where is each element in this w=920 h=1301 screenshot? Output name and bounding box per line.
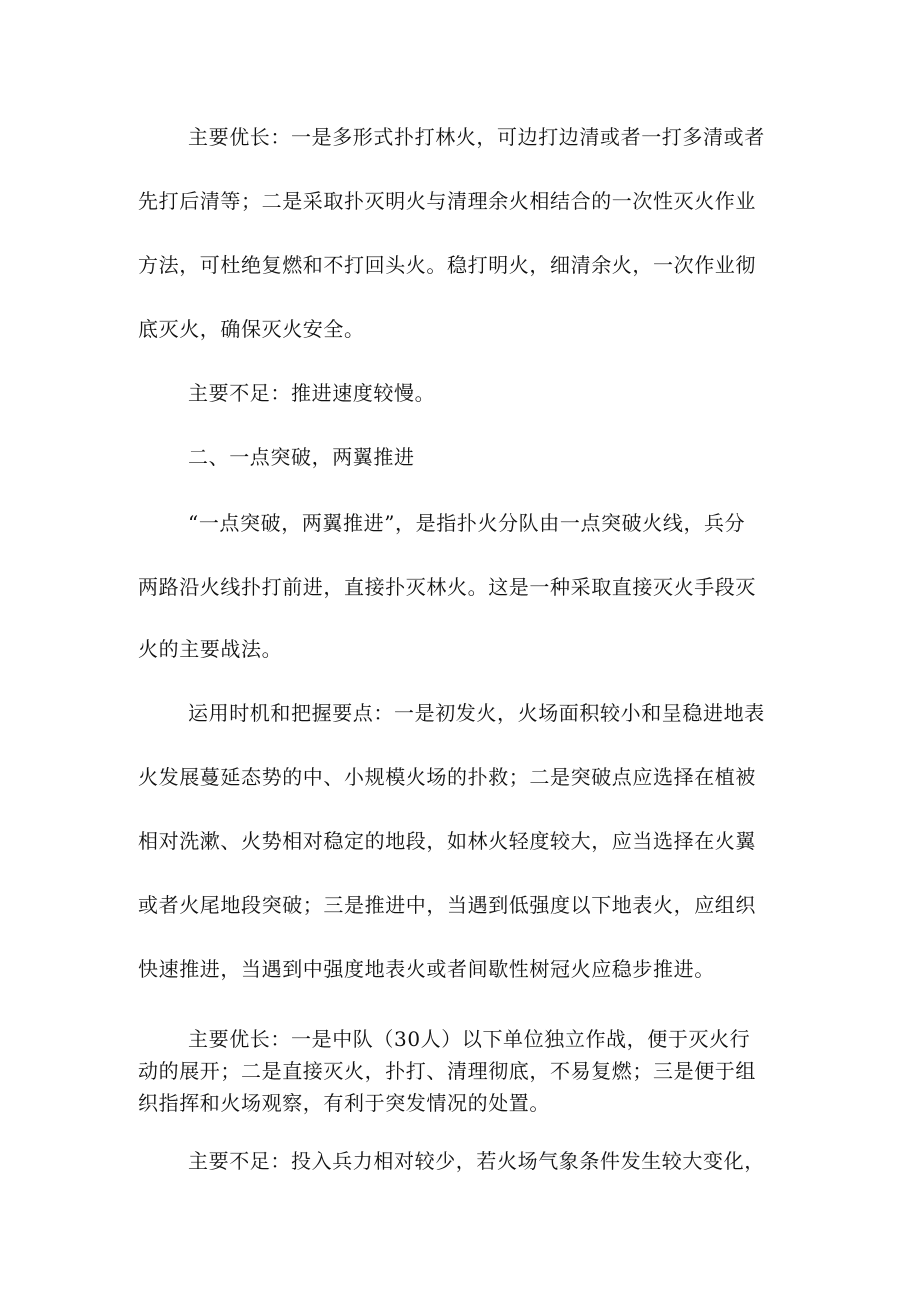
paragraph-line: 主要不足：投入兵力相对较少，若火场气象条件发生较大变化，	[188, 1149, 765, 1173]
paragraph-line: 方法，可杜绝复燃和不打回头火。稳打明火，细清余火，一次作业彻	[138, 253, 756, 277]
paragraph-line: “一点突破，两翼推进”，是指扑火分队由一点突破火线，兵分	[188, 511, 746, 535]
paragraph-line: 快速推进，当遇到中强度地表火或者间歇性树冠火应稳步推进。	[138, 957, 715, 981]
paragraph-line: 先打后清等；二是采取扑灭明火与清理余火相结合的一次性灭火作业	[138, 189, 756, 213]
paragraph-line: 主要优长：一是多形式扑打林火，可边打边清或者一打多清或者	[188, 125, 765, 149]
paragraph-line: 或者火尾地段突破；三是推进中，当遇到低强度以下地表火，应组织	[138, 893, 756, 917]
paragraph-line: 主要不足：推进速度较慢。	[188, 381, 436, 405]
paragraph-line: 相对洗漱、火势相对稳定的地段，如林火轻度较大，应当选择在火翼	[138, 829, 756, 853]
paragraph-line: 动的展开；二是直接灭火，扑打、清理彻底，不易复燃；三是便于组	[138, 1059, 756, 1083]
paragraph-line: 主要优长：一是中队（30人）以下单位独立作战，便于灭火行	[188, 1027, 751, 1051]
paragraph-line: 底灭火，确保灭火安全。	[138, 317, 365, 341]
paragraph-line: 火发展蔓延态势的中、小规模火场的扑救；二是突破点应选择在植被	[138, 765, 756, 789]
paragraph-line: 织指挥和火场观察，有利于突发情况的处置。	[138, 1091, 550, 1115]
paragraph-line: 运用时机和把握要点：一是初发火，火场面积较小和呈稳进地表	[188, 701, 765, 725]
paragraph-line: 火的主要战法。	[138, 637, 283, 661]
paragraph-line: 两路沿火线扑打前进，直接扑灭林火。这是一种采取直接灭火手段灭	[138, 575, 756, 599]
section-heading: 二、一点突破，两翼推进	[188, 445, 415, 469]
